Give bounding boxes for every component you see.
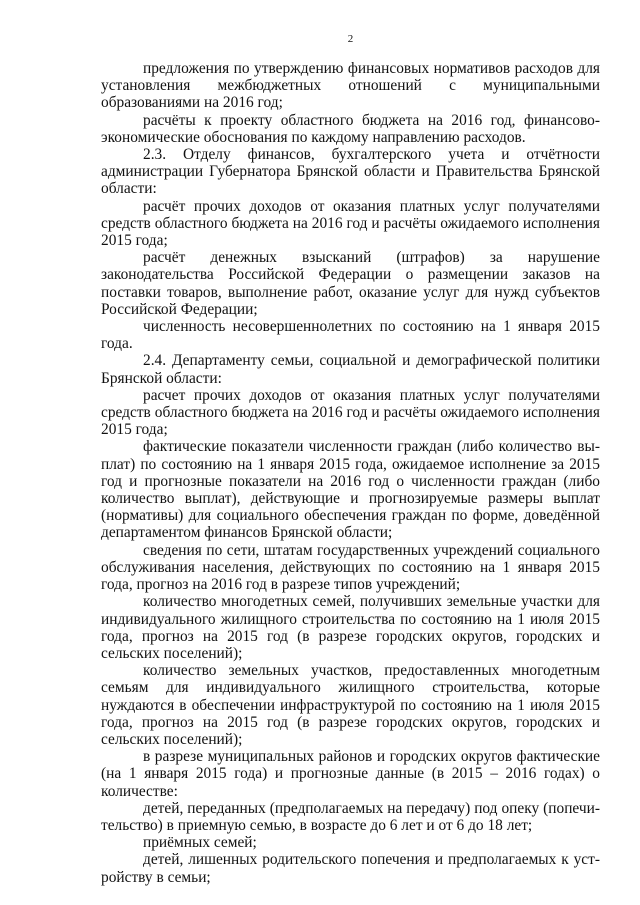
page-number: 2 xyxy=(347,33,354,45)
paragraph-children-guardianship: детей, переданных (предполагаемых на передачу) под опеку (попечительство) в приемную семью, в возрасте до 6 лет и от 6 до 18 лет; xyxy=(101,799,600,834)
paragraph-penalties: расчёт денежных взысканий (штрафов) за нарушение законодательства Российской Федерации о размещении заказов на поставки товаров, выполнение работ, оказание услуг для нужд субъектов Российской Федерации; xyxy=(101,249,600,318)
paragraph-social-institutions: сведения по сети, штатам государственных учреждений социального обслуживания населения, действующих по состоянию на 1 января 2015 года, прогноз на 2016 год в разрезе типов учреждений; xyxy=(101,541,600,594)
paragraph-paid-services-income: расчет прочих доходов от оказания платных услуг получателями средств областного бюджета на 2016 год и расчёты ожидаемого исполнения 2015 года; xyxy=(101,386,600,439)
paragraph-budget-calculations: расчёты к проекту областного бюджета на 2016 год, финансово-экономические обоснования по каждому направлению расходов. xyxy=(101,111,600,146)
paragraph-section-2-3: 2.3. Отделу финансов, бухгалтерского учета и отчётности администрации Губернатора Брянской области и Правительства Брянской области: xyxy=(101,146,600,198)
paragraph-land-plots-infrastructure: количество земельных участков, предоставленных многодетным семьям для индивидуального жилищного строительства, которые нуждаются в обеспечении инфраструктурой по состоянию на 1 июля 2015 года, прогноз на 2015 год (в разрезе городских округов, городских и сельских поселений); xyxy=(101,662,600,748)
paragraph-section-2-4: 2.4. Департаменту семьи, социальной и демографической политики Брянской области: xyxy=(101,352,600,387)
paragraph-minors-count: численность несовершеннолетних по состоянию на 1 января 2015 года. xyxy=(101,318,600,353)
paragraph-other-income: расчёт прочих доходов от оказания платных услуг получателями средств областного бюджета на 2016 год и расчёты ожидаемого исполнения 2015 года; xyxy=(101,197,600,250)
paragraph-financial-norms: предложения по утверждению финансовых нормативов расходов для установления межбюджетных отношений с муниципальными образованиями на 2016 год; xyxy=(101,60,600,112)
paragraph-foster-families: приёмных семей; xyxy=(143,834,257,852)
paragraph-children-without-care: детей, лишенных родительского попечения и предполагаемых к устройству в семьи; xyxy=(101,851,600,886)
paragraph-municipal-data: в разрезе муниципальных районов и городских округов фактические (на 1 января 2015 года) и прогнозные данные (в 2015 – 2016 годах) о количестве: xyxy=(101,748,600,800)
paragraph-large-families-land: количество многодетных семей, получивших земельные участки для индивидуального жилищного строительства по состоянию на 1 июля 2015 года, прогноз на 2015 год (в разрезе городских округов, городских и сельских поселений); xyxy=(101,593,600,662)
paragraph-citizens-indicators: фактические показатели численности граждан (либо количество выплат) по состоянию на 1 января 2015 года, ожидаемое исполнение за 2015 год и прогнозные показатели на 2016 год о численности граждан (либо количество выплат), действующие и прогнозируемые размеры выплат (нормативы) для социального обеспечения граждан по форме, доведённой департаментом финансов Брянской области; xyxy=(101,438,600,542)
